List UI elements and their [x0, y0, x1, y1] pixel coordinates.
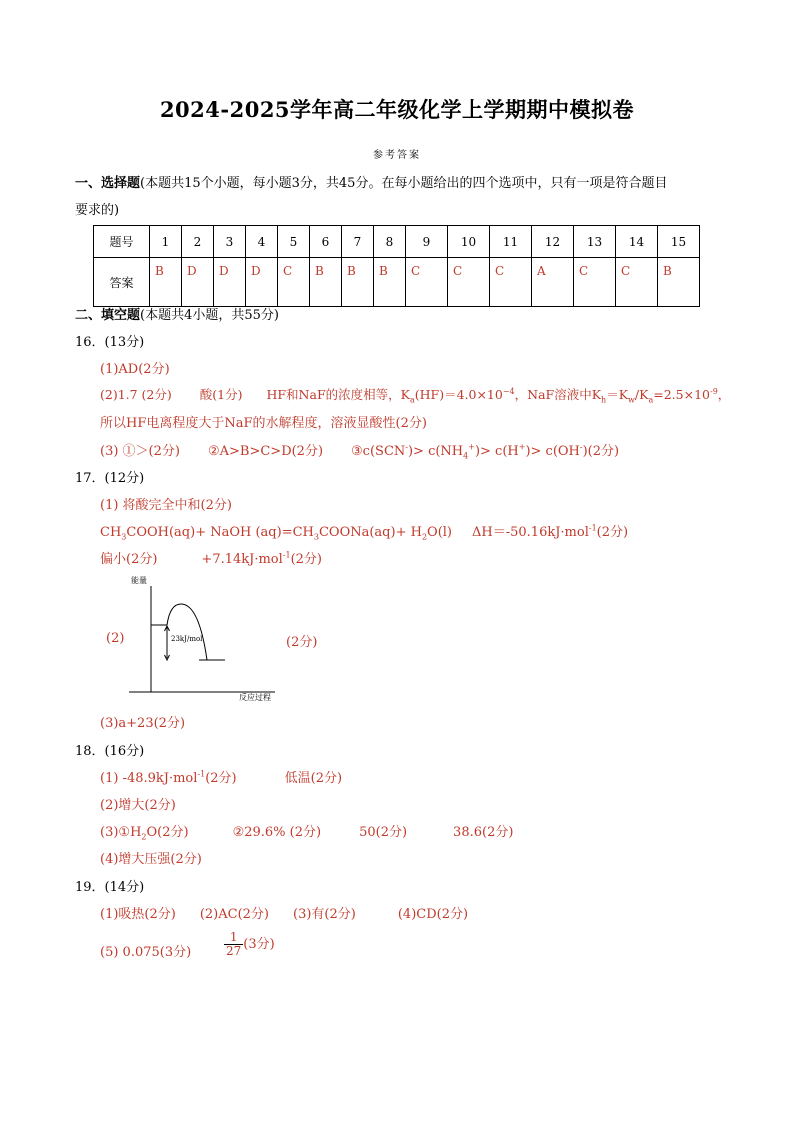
q19-line2-b: [224, 931, 275, 958]
table-cell-number: 13: [574, 226, 616, 258]
q16-line4: [100, 440, 619, 461]
table-cell-number: 9: [406, 226, 448, 258]
answer-table: [93, 225, 700, 307]
section2-heading-rest: (本题共4小题，共55分): [140, 308, 279, 323]
q18-line3: [100, 821, 513, 842]
q17-line3-a: 偏小(2分): [100, 552, 158, 567]
q17-line3: [100, 548, 322, 567]
q19-label: 19．(14分): [75, 880, 145, 895]
answer-table-number-row: [94, 226, 700, 258]
table-cell-answer: B: [342, 258, 374, 307]
q19-line1-c: (3)有(2分): [293, 907, 356, 922]
energy-diagram: [125, 574, 285, 704]
q18-line1-b: 低温(2分): [284, 771, 343, 786]
table-cell-answer: D: [182, 258, 214, 307]
q18-line3-c: 50(2分): [359, 825, 408, 840]
table-cell-number: 8: [374, 226, 406, 258]
table-cell-number: 1: [150, 226, 182, 258]
q19-line1-b: (2)AC(2分): [199, 907, 270, 922]
table-cell-answer: D: [246, 258, 278, 307]
table-cell-answer: D: [214, 258, 246, 307]
table-cell-number: 12: [532, 226, 574, 258]
q19-line1-a: (1)吸热(2分): [100, 907, 176, 922]
section1-heading: [75, 172, 667, 191]
section1-heading-bold: 一、选择题: [75, 176, 141, 191]
q16-line4-c: ③c(SCN-)> $c(NH_4^+)> c(H^+)> c(OH^-)(2$分): [351, 442, 620, 461]
table-cell-number: 7: [342, 226, 374, 258]
table-cell-answer: B: [150, 258, 182, 307]
table-cell-answer: C: [574, 258, 616, 307]
q18-line3-d: 38.6(2分): [453, 825, 514, 840]
q16-label: 16．(13分): [75, 335, 145, 350]
table-cell-number: 4: [246, 226, 278, 258]
table-cell-answer: C: [616, 258, 658, 307]
table-cell-answer: C: [406, 258, 448, 307]
table-cell-number: 14: [616, 226, 658, 258]
q17-diagram-suffix: (2分): [286, 635, 318, 650]
table-cell-answer: C: [490, 258, 532, 307]
q18-line4: (4)增大压强(2分): [100, 852, 202, 867]
q16-line2-a: (2)1.7 (2分): [100, 387, 172, 402]
page-title: 2024-2025学年高二年级化学上学期期中模拟卷: [159, 97, 635, 122]
q18-line3-a: $(3)①H_2O(2$分): [100, 825, 189, 842]
q16-line2-c: HF和NaF的浓度相等，$K_a(HF)=4.0\times 10^{-4}$，NaF溶液中$K_h=K_w/K_a=2.5\times 10^{-9}$，: [266, 386, 731, 405]
energy-difference-label: 23kJ/mol: [171, 635, 203, 643]
q18-line1-a: (1) -48.9kJ·mol$^{-1}$(2分): [100, 769, 237, 786]
q17-label: 17．(12分): [75, 471, 145, 486]
table-cell-number: 3: [214, 226, 246, 258]
table-cell-answer: A: [532, 258, 574, 307]
q19-line2-b-score: (3分): [243, 937, 275, 952]
q16-line2-b: 酸(1分): [199, 387, 243, 402]
q18-line2: (2)增大(2分): [100, 798, 176, 813]
table-cell-number: 10: [448, 226, 490, 258]
q18-label: 18．(16分): [75, 744, 145, 759]
fraction-numerator: 1: [224, 931, 243, 945]
table-cell-number: 11: [490, 226, 532, 258]
q18-line3-b: ②29.6% (2分): [232, 825, 322, 840]
q17-line2: $CH_3COOH(aq)+$ NaOH $(aq)=CH_3COONa(aq)+ H_2O(l)$ ΔH＝-50.16kJ·mol$^{-1}$(2分): [100, 523, 629, 542]
fraction-denominator: 27: [226, 944, 242, 958]
q16-line3: 所以HF电离程度大于NaF的水解程度，溶液显酸性(2分): [100, 416, 427, 431]
q17-diagram-prefix: (2): [106, 631, 125, 646]
q16-line4-a: (3) ①＞(2分): [100, 444, 180, 459]
q17-line1: (1) 将酸完全中和(2分): [100, 498, 232, 513]
q16-line2: [100, 385, 730, 405]
fraction: [224, 931, 243, 958]
table-cell-answer: C: [278, 258, 310, 307]
process-axis-label: 反应过程: [239, 693, 271, 702]
section1-heading-rest: (本题共15个小题，每小题3分，共45分。在每小题给出的四个选项中，只有一项是符合题目: [140, 176, 668, 191]
q19-line1: [100, 903, 468, 922]
q19-line1-d: (4)CD(2分): [397, 907, 469, 922]
table-cell-number: 6: [310, 226, 342, 258]
table-cell-answer: B: [658, 258, 700, 307]
answer-table-answer-row: [94, 258, 700, 307]
table-cell-number: 5: [278, 226, 310, 258]
table-cell-number: 15: [658, 226, 700, 258]
row-label-answer: 答案: [94, 258, 150, 307]
q18-line1: [100, 767, 342, 786]
q16-line1: (1)AD(2分): [100, 362, 170, 377]
q19-line2-a: (5) 0.075(3分): [100, 945, 192, 960]
energy-axis-label: 能量: [131, 576, 147, 585]
q16-line4-b: ②A>B>C>D(2分): [207, 444, 324, 459]
table-cell-answer: B: [310, 258, 342, 307]
section2-heading-bold: 二、填空题: [75, 308, 141, 323]
q17-line3-b: +7.14kJ·mol$^{-1}$(2分): [201, 550, 323, 567]
q17-line5: (3)a+23(2分): [100, 716, 186, 731]
row-label-number: 题号: [94, 226, 150, 258]
section2-heading: [75, 304, 279, 323]
energy-curve: [167, 604, 207, 660]
page-subtitle: 参考答案: [373, 150, 421, 161]
table-cell-answer: C: [448, 258, 490, 307]
table-cell-answer: B: [374, 258, 406, 307]
table-cell-number: 2: [182, 226, 214, 258]
section1-heading-line2: 要求的): [75, 203, 120, 218]
